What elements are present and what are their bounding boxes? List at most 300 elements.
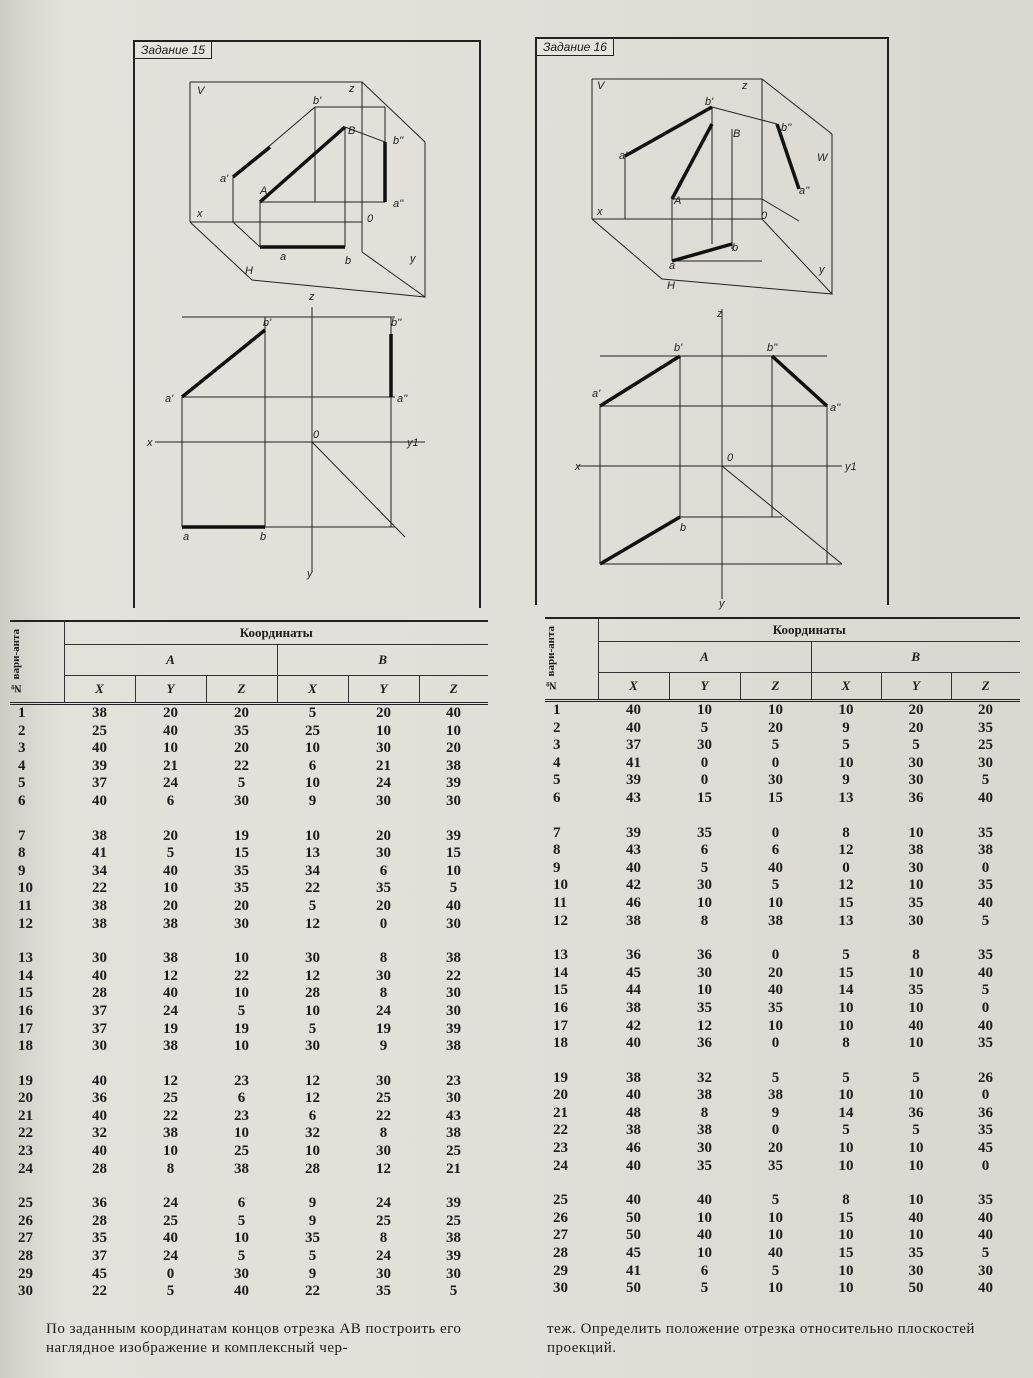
variant-header: № вари-анта — [545, 618, 598, 701]
table-row — [545, 947, 1020, 965]
coordinate-cell: 40 — [626, 1035, 641, 1052]
coordinate-cell: 30 — [305, 1038, 320, 1055]
coordinate-cell: 5 — [237, 1002, 246, 1019]
coordinate-cell: 35 — [768, 999, 783, 1016]
coordinate-cell: 5 — [449, 1283, 458, 1300]
coordinate-cell: 23 — [446, 1072, 461, 1089]
group-spacer — [545, 1053, 1020, 1070]
coordinate-cell: 0 — [771, 1122, 780, 1139]
coordinate-cell: 10 — [234, 950, 249, 967]
table-row — [10, 1195, 488, 1213]
coordinate-cell: 10 — [376, 722, 391, 739]
coordinate-cell: 39 — [626, 772, 641, 789]
variant-number: 21 — [553, 1104, 568, 1121]
coordinate-cell: 8 — [166, 1160, 175, 1177]
table-row — [10, 793, 488, 811]
coordinate-cell: 30 — [978, 1262, 993, 1279]
variant-number: 1 — [553, 702, 561, 718]
table-row — [10, 1266, 488, 1284]
col-bz: Z — [951, 673, 1020, 701]
coordinate-cell: 30 — [234, 1265, 249, 1282]
coordinate-cell: 30 — [908, 1262, 924, 1279]
table-row — [10, 758, 488, 776]
coordinate-cell: 35 — [908, 894, 924, 911]
iso15-label-bprime: b' — [313, 95, 322, 107]
coordinate-cell: 24 — [376, 1248, 391, 1265]
coordinate-cell: 6 — [237, 1090, 246, 1107]
coordinate-cell: 6 — [771, 842, 780, 859]
coordinate-cell: 30 — [305, 950, 320, 967]
coordinate-cell: 6 — [700, 842, 709, 859]
coordinate-cell: 36 — [92, 1195, 107, 1212]
coordinate-cell: 35 — [978, 877, 993, 894]
coordinate-cell: 37 — [92, 1248, 107, 1265]
iso16-label-aprime: a' — [619, 150, 628, 162]
coordinate-cell: 8 — [700, 1104, 709, 1121]
coordinate-cell: 40 — [92, 1107, 107, 1124]
coordinate-cell: 24 — [163, 775, 178, 792]
coordinate-cell: 5 — [771, 1192, 780, 1209]
task-16-panel — [535, 37, 889, 610]
coordinate-cell: 40 — [446, 705, 461, 721]
coordinate-cell: 36 — [697, 947, 712, 964]
table-row — [545, 1035, 1020, 1053]
coordinate-cell: 14 — [838, 1104, 854, 1121]
col-ay: Y — [669, 673, 740, 701]
coordinate-cell: 38 — [768, 1087, 783, 1104]
coordinate-cell: 22 — [234, 757, 249, 774]
coordinate-cell: 5 — [700, 859, 709, 876]
coordinate-cell: 10 — [305, 1002, 320, 1019]
coordinate-cell: 24 — [376, 1195, 391, 1212]
coordinate-cell: 30 — [376, 792, 391, 809]
coordinate-cell: 30 — [697, 877, 712, 894]
coordinate-cell: 35 — [978, 824, 993, 841]
table-row — [545, 1280, 1020, 1298]
coordinate-cell: 5 — [771, 737, 780, 754]
coordinate-cell: 30 — [697, 1140, 712, 1157]
coordinate-cell: 0 — [771, 824, 780, 841]
coordinate-cell: 0 — [981, 1157, 990, 1174]
iso15-label-h: H — [245, 265, 253, 277]
coordinate-cell: 22 — [305, 1283, 320, 1300]
coordinate-cell: 38 — [234, 1160, 249, 1177]
coordinate-cell: 23 — [234, 1107, 249, 1124]
coordinate-cell: 20 — [446, 740, 461, 757]
coordinate-cell: 15 — [838, 894, 854, 911]
table-row — [10, 916, 488, 934]
coordinate-cell: 10 — [768, 894, 783, 911]
variant-number: 28 — [553, 1245, 568, 1262]
coordinate-cell: 8 — [379, 1125, 388, 1142]
variant-number: 2 — [553, 719, 561, 736]
variant-number: 12 — [553, 912, 568, 929]
coordinate-cell: 40 — [626, 719, 641, 736]
coordinate-cell: 10 — [234, 1038, 249, 1055]
coordinate-cell: 10 — [838, 1227, 854, 1244]
table-row — [10, 1213, 488, 1231]
coordinate-cell: 35 — [978, 1192, 993, 1209]
coordinate-cell: 5 — [771, 1069, 780, 1086]
coordinate-cell: 30 — [908, 912, 924, 929]
coordinate-cell: 0 — [771, 947, 780, 964]
variant-number: 27 — [18, 1230, 33, 1247]
coordinate-cell: 35 — [978, 1035, 993, 1052]
coordinate-cell: 10 — [838, 1280, 854, 1297]
variant-number: 17 — [18, 1020, 33, 1037]
coordinate-cell: 35 — [234, 862, 249, 879]
coordinate-cell: 40 — [626, 859, 641, 876]
iso15-label-b: b — [345, 255, 352, 267]
table-row — [545, 1227, 1020, 1245]
coordinate-cell: 20 — [163, 897, 178, 914]
coordinate-cell: 8 — [842, 1192, 850, 1209]
coordinate-cell: 15 — [838, 964, 854, 981]
iso15-label-a: a — [280, 251, 287, 263]
coordinate-cell: 30 — [908, 754, 924, 771]
coordinate-cell: 40 — [92, 740, 107, 757]
coordinate-cell: 28 — [305, 985, 320, 1002]
variant-number: 25 — [553, 1192, 568, 1209]
table-row — [10, 1038, 488, 1056]
coordinate-cell: 39 — [446, 1195, 461, 1212]
coordinate-cell: 15 — [838, 1209, 854, 1226]
coordinate-cell: 10 — [838, 999, 854, 1016]
iso15-label-bdprime: b'' — [393, 135, 404, 147]
coordinate-cell: 36 — [626, 947, 641, 964]
coordinate-cell: 35 — [697, 1157, 712, 1174]
coordinate-cell: 36 — [92, 1090, 107, 1107]
iso15-label-aprime: a' — [220, 173, 229, 185]
coordinate-cell: 5 — [771, 1262, 780, 1279]
coordinate-cell: 0 — [700, 772, 709, 789]
coordinate-cell: 0 — [379, 915, 388, 932]
coordinate-cell: 30 — [446, 915, 461, 932]
col-bx: X — [277, 676, 348, 704]
coordinate-cell: 36 — [697, 1035, 712, 1052]
coordinate-cell: 28 — [92, 1160, 107, 1177]
group-spacer — [10, 1056, 488, 1073]
point-b-header: B — [277, 645, 488, 676]
coordinate-cell: 35 — [305, 1230, 320, 1247]
coordinate-cell: 10 — [163, 740, 178, 757]
variant-number: 19 — [18, 1072, 33, 1089]
coordinate-cell: 20 — [234, 897, 249, 914]
table-row — [10, 985, 488, 1003]
variant-number: 21 — [18, 1107, 33, 1124]
iso16-label-bprime: b' — [705, 96, 714, 108]
coordinate-cell: 35 — [908, 1245, 924, 1262]
coordinate-cell: 9 — [842, 772, 850, 789]
coordinate-cell: 34 — [305, 862, 320, 879]
coordinate-cell: 40 — [446, 897, 461, 914]
coordinate-cell: 32 — [697, 1069, 712, 1086]
point-a-header: A — [598, 642, 811, 673]
coordinate-cell: 46 — [626, 1140, 641, 1157]
coordinate-cell: 5 — [912, 1069, 920, 1086]
coordinate-cell: 10 — [908, 999, 924, 1016]
coordinate-cell: 10 — [908, 1157, 924, 1174]
iso16-label-z: z — [742, 80, 748, 92]
coordinate-cell: 21 — [446, 1160, 461, 1177]
coordinate-cell: 5 — [308, 897, 317, 914]
coordinate-cell: 24 — [163, 1248, 178, 1265]
ortho16-label-adprime: a'' — [830, 402, 841, 414]
coordinate-cell: 10 — [697, 894, 712, 911]
variant-number: 22 — [18, 1125, 33, 1142]
table-row — [545, 701, 1020, 720]
coordinate-cell: 35 — [978, 1122, 993, 1139]
col-bx: X — [811, 673, 881, 701]
coordinate-cell: 40 — [978, 1017, 993, 1034]
table-row — [545, 1192, 1020, 1210]
ortho15-label-y1: y1 — [407, 437, 419, 449]
coordinate-cell: 22 — [92, 1283, 107, 1300]
iso16-label-bdprime: b'' — [781, 122, 792, 134]
coordinate-cell: 25 — [163, 1090, 178, 1107]
coordinate-cell: 5 — [981, 982, 990, 999]
coordinate-cell: 28 — [92, 985, 107, 1002]
coordinate-cell: 10 — [163, 1143, 178, 1160]
coordinate-cell: 38 — [626, 1069, 641, 1086]
col-by: Y — [348, 676, 419, 704]
table-row — [545, 860, 1020, 878]
coordinate-cell: 50 — [908, 1280, 924, 1297]
variant-number: 8 — [18, 845, 26, 862]
table-row — [10, 1021, 488, 1039]
coordinate-cell: 35 — [376, 880, 391, 897]
ortho15-label-b: b — [260, 531, 267, 543]
variant-number: 24 — [18, 1160, 33, 1177]
ortho16-label-z: z — [717, 308, 723, 320]
coordinate-cell: 38 — [446, 1230, 461, 1247]
ortho15-label-aprime: a' — [165, 393, 174, 405]
coordinate-cell: 5 — [700, 719, 709, 736]
group-spacer — [545, 1175, 1020, 1192]
coordinate-cell: 10 — [908, 877, 924, 894]
coordinate-cell: 10 — [697, 1209, 712, 1226]
coordinate-cell: 24 — [163, 1002, 178, 1019]
variant-number: 8 — [553, 842, 561, 859]
coordinate-cell: 0 — [981, 999, 990, 1016]
coordinate-cell: 35 — [697, 999, 712, 1016]
variant-number: 12 — [18, 915, 33, 932]
iso15-label-bigb: B — [348, 125, 356, 137]
table-row — [545, 720, 1020, 738]
ortho16-label-x: x — [575, 461, 581, 473]
variant-number: 5 — [18, 775, 26, 792]
ortho15-label-o: 0 — [313, 429, 320, 441]
coordinate-cell: 9 — [308, 1265, 317, 1282]
coordinate-cell: 37 — [92, 1020, 107, 1037]
table-row — [10, 863, 488, 881]
coordinate-cell: 14 — [838, 982, 854, 999]
coordinate-cell: 38 — [978, 842, 993, 859]
ortho15-label-a: a — [183, 531, 190, 543]
coordinate-cell: 10 — [768, 1280, 783, 1297]
coordinate-cell: 36 — [908, 789, 924, 806]
coordinate-cell: 0 — [981, 1087, 990, 1104]
table-row — [545, 772, 1020, 790]
coordinate-cell: 9 — [771, 1104, 780, 1121]
coordinate-cell: 40 — [978, 1227, 993, 1244]
coordinate-cell: 40 — [768, 859, 783, 876]
coordinate-cell: 12 — [305, 1090, 320, 1107]
iso16-label-v: V — [597, 80, 605, 92]
ortho15-label-bdprime: b'' — [391, 317, 402, 329]
coordinate-cell: 43 — [626, 789, 641, 806]
table-row — [545, 1263, 1020, 1281]
coordinate-cell: 32 — [92, 1125, 107, 1142]
table-row — [10, 1125, 488, 1143]
coordinate-cell: 19 — [163, 1020, 178, 1037]
iso15-label-o: 0 — [367, 213, 374, 225]
coordinate-cell: 15 — [234, 845, 249, 862]
coordinate-cell: 38 — [163, 915, 178, 932]
table-row — [10, 898, 488, 916]
coordinate-cell: 8 — [912, 947, 920, 964]
variant-number: 24 — [553, 1157, 568, 1174]
coordinate-cell: 35 — [768, 1157, 783, 1174]
coordinate-cell: 10 — [838, 1157, 854, 1174]
coordinate-cell: 45 — [626, 1245, 641, 1262]
coordinate-cell: 12 — [163, 967, 178, 984]
coordinate-cell: 30 — [376, 1072, 391, 1089]
table-row — [545, 755, 1020, 773]
coordinate-cell: 37 — [626, 737, 641, 754]
coordinate-cell: 30 — [446, 985, 461, 1002]
coordinate-cell: 40 — [626, 1157, 641, 1174]
group-spacer — [10, 1178, 488, 1195]
coordinate-cell: 30 — [376, 1143, 391, 1160]
table-row — [10, 1073, 488, 1091]
coordinate-cell: 10 — [234, 1230, 249, 1247]
coordinate-cell: 12 — [305, 915, 320, 932]
variant-number: 18 — [18, 1038, 33, 1055]
coordinate-cell: 38 — [446, 1125, 461, 1142]
coordinate-cell: 15 — [838, 1245, 854, 1262]
coordinate-cell: 22 — [163, 1107, 178, 1124]
variant-number: 11 — [18, 897, 33, 914]
coordinate-cell: 25 — [446, 1212, 461, 1229]
coordinate-cell: 25 — [376, 1212, 391, 1229]
coordinate-cell: 30 — [376, 845, 391, 862]
coordinate-cell: 35 — [978, 947, 993, 964]
coordinate-cell: 38 — [446, 757, 461, 774]
coordinate-cell: 10 — [768, 1227, 783, 1244]
coordinate-cell: 10 — [305, 740, 320, 757]
point-a-header: A — [64, 645, 277, 676]
coordinate-cell: 21 — [376, 757, 391, 774]
iso16-label-h: H — [667, 280, 675, 292]
coordinate-cell: 5 — [700, 1280, 709, 1297]
col-az: Z — [740, 673, 811, 701]
coordinate-cell: 6 — [700, 1262, 709, 1279]
coordinate-cell: 10 — [163, 880, 178, 897]
coordinate-cell: 35 — [234, 722, 249, 739]
coordinate-cell: 15 — [697, 789, 712, 806]
group-spacer — [10, 933, 488, 950]
coordinate-cell: 8 — [842, 1035, 850, 1052]
ortho15-label-z: z — [309, 291, 315, 303]
coordinate-cell: 24 — [376, 1002, 391, 1019]
task-15-drawing — [135, 42, 479, 608]
col-by: Y — [881, 673, 951, 701]
coordinate-cell: 35 — [908, 982, 924, 999]
coordinate-cell: 13 — [838, 789, 854, 806]
table-row — [10, 1108, 488, 1126]
coordinate-cell: 38 — [446, 950, 461, 967]
coordinate-cell: 10 — [697, 1245, 712, 1262]
caption-left: По заданным координатам концов отрезка AB построить его наглядное изображение и комплексный чер- — [46, 1321, 462, 1356]
coordinate-cell: 10 — [838, 702, 854, 718]
variant-number: 20 — [553, 1087, 568, 1104]
variant-number: 5 — [553, 772, 561, 789]
iso16-label-o: 0 — [761, 210, 768, 222]
coordinate-cell: 35 — [92, 1230, 107, 1247]
coordinate-cell: 40 — [626, 1087, 641, 1104]
coordinate-cell: 50 — [626, 1227, 641, 1244]
variant-number: 13 — [553, 947, 568, 964]
coordinate-cell: 20 — [978, 702, 993, 718]
variant-number: 10 — [553, 877, 568, 894]
coordinate-cell: 40 — [163, 862, 178, 879]
coordinate-cell: 5 — [166, 1283, 175, 1300]
variant-number: 23 — [18, 1143, 33, 1160]
coordinate-cell: 5 — [308, 1248, 317, 1265]
variant-number: 14 — [553, 964, 568, 981]
point-b-header: B — [811, 642, 1020, 673]
task-15-panel — [133, 40, 481, 608]
coordinate-cell: 38 — [92, 705, 107, 721]
group-spacer-cell — [545, 930, 1020, 947]
coordinate-cell: 10 — [446, 862, 461, 879]
variant-number: 23 — [553, 1140, 568, 1157]
coordinate-cell: 40 — [768, 1245, 783, 1262]
coordinate-cell: 20 — [768, 964, 783, 981]
table-row — [10, 1230, 488, 1248]
coordinate-cell: 5 — [308, 705, 317, 721]
coordinate-cell: 8 — [379, 1230, 388, 1247]
coordinate-cell: 10 — [908, 1140, 924, 1157]
coordinate-cell: 38 — [697, 1087, 712, 1104]
coordinate-cell: 10 — [908, 1192, 924, 1209]
coordinate-cell: 28 — [92, 1212, 107, 1229]
iso16-label-a: a — [669, 260, 676, 272]
table-row — [545, 965, 1020, 983]
variant-number: 27 — [553, 1227, 568, 1244]
variant-number: 6 — [553, 789, 561, 806]
coordinate-cell: 6 — [379, 862, 388, 879]
table-row — [10, 723, 488, 741]
coordinate-cell: 10 — [234, 985, 249, 1002]
coordinate-cell: 0 — [981, 859, 990, 876]
coordinate-cell: 38 — [626, 999, 641, 1016]
coordinate-cell: 38 — [163, 1125, 178, 1142]
coordinate-cell: 37 — [92, 1002, 107, 1019]
table-row — [10, 1283, 488, 1301]
coordinate-cell: 15 — [768, 789, 783, 806]
coordinate-cell: 5 — [842, 1122, 850, 1139]
coordinate-cell: 10 — [838, 1140, 854, 1157]
group-spacer-cell — [10, 1056, 488, 1073]
table-row — [545, 737, 1020, 755]
coordinate-cell: 25 — [376, 1090, 391, 1107]
coordinate-cell: 30 — [92, 1038, 107, 1055]
variant-number: 3 — [18, 740, 26, 757]
variant-number: 26 — [553, 1209, 568, 1226]
coordinate-cell: 40 — [978, 964, 993, 981]
